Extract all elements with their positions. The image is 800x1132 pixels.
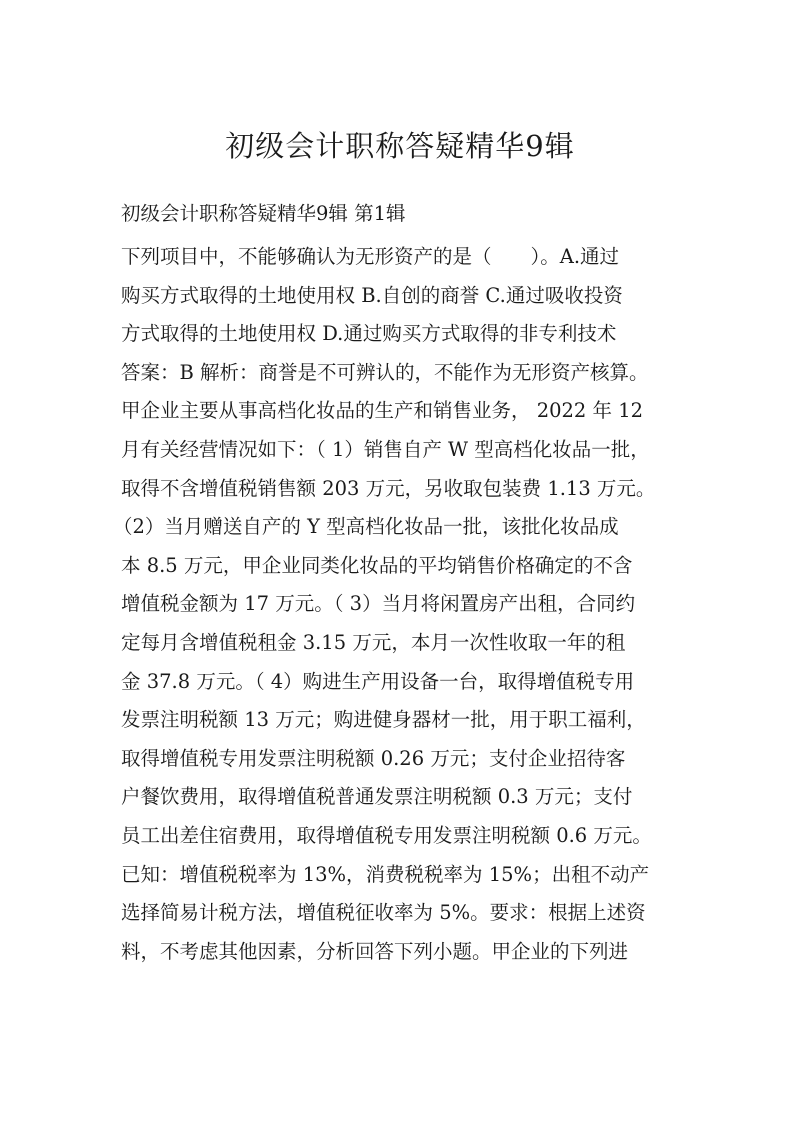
body-line: 已知：增值税税率为 13%，消费税税率为 15%；出租不动产 — [121, 862, 650, 886]
body-line: 料，不考虑其他因素，分析回答下列小题。甲企业的下列进 — [121, 939, 629, 963]
body-line: 取得增值税专用发票注明税额 0.26 万元；支付企业招待客 — [121, 746, 626, 770]
body-line: 本 8.5 万元，甲企业同类化妆品的平均销售价格确定的不含 — [121, 553, 633, 577]
body-line: 月有关经营情况如下：（ 1）销售自产 W 型高档化妆品一批， — [121, 437, 650, 461]
body-line: 答案：B 解析：商誉是不可辨认的，不能作为无形资产核算。 — [121, 360, 649, 384]
body-line: 方式取得的土地使用权 D.通过购买方式取得的非专利技术 — [121, 322, 617, 346]
body-line: 选择简易计税方法，增值税征收率为 5%。要求：根据上述资 — [121, 901, 646, 925]
document-body — [113, 238, 691, 971]
body-line: 取得不含增值税销售额 203 万元，另收取包装费 1.13 万元。 — [121, 476, 656, 500]
body-line: 购买方式取得的土地使用权 B.自创的商誉 C.通过吸收投资 — [121, 283, 623, 307]
body-line: 甲企业主要从事高档化妆品的生产和销售业务， 2022 年 12 — [121, 399, 644, 423]
body-line: 下列项目中，不能够确认为无形资产的是（ ）。A.通过 — [121, 245, 620, 268]
document-title: 初级会计职称答疑精华9辑 — [225, 129, 575, 163]
body-line: 金 37.8 万元。（ 4）购进生产用设备一台，取得增值税专用 — [121, 669, 635, 693]
body-line: 定每月含增值税租金 3.15 万元，本月一次性收取一年的租 — [121, 630, 626, 654]
body-line: （2）当月赠送自产的 Y 型高档化妆品一批，该批化妆品成 — [113, 515, 619, 539]
body-line: 员工出差住宿费用，取得增值税专用发票注明税额 0.6 万元。 — [121, 823, 652, 847]
body-line: 增值税金额为 17 万元。（ 3）当月将闲置房产出租，合同约 — [121, 592, 636, 616]
body-line: 户餐饮费用，取得增值税普通发票注明税额 0.3 万元；支付 — [121, 785, 633, 809]
document-subtitle: 初级会计职称答疑精华9辑 第1辑 — [121, 202, 406, 225]
body-line: 发票注明税额 13 万元；购进健身器材一批，用于职工福利， — [121, 708, 646, 732]
